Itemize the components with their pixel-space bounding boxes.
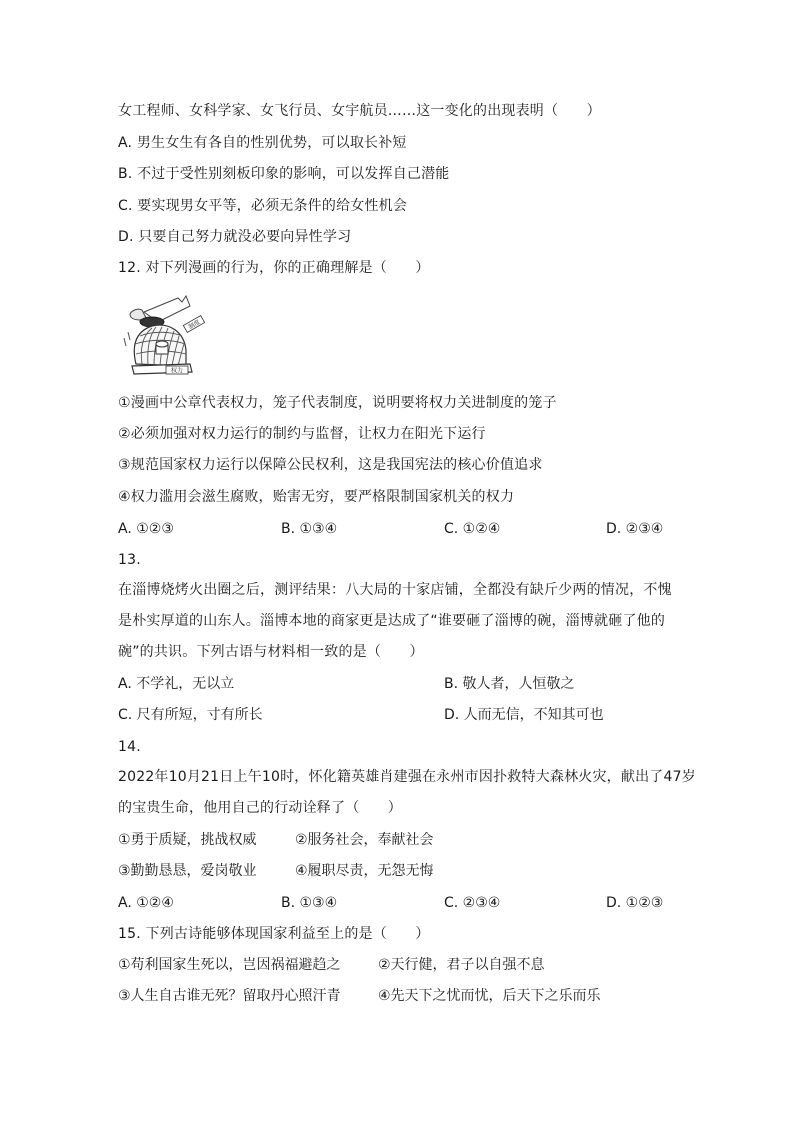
q12-statement-4: ④权力滥用会滋生腐败，贻害无穷，要严格限制国家机关的权力: [118, 489, 515, 505]
q12-statement-3: ③规范国家权力运行以保障公民权利，这是我国宪法的核心价值追求: [118, 457, 543, 473]
q14-statement-3: ③勤勤恳恳，爱岗敬业: [118, 863, 257, 879]
q15-statement-4: ④先天下之忧而忧，后天下之乐而乐: [378, 988, 601, 1004]
q11-option-c: C. 要实现男女平等，必须无条件的给女性机会: [118, 198, 408, 214]
q12-stem: 12. 对下列漫画的行为，你的正确理解是（ ）: [118, 260, 430, 276]
q12-option-d: D. ②③④: [606, 521, 664, 537]
q12-option-b: B. ①③④: [281, 521, 338, 537]
cage-label: 制度: [187, 318, 202, 331]
q13-option-a: A. 不学礼，无以立: [118, 676, 235, 692]
q14-option-a: A. ①②④: [118, 895, 174, 911]
q15-statement-1: ①苟利国家生死以，岂因祸福避趋之: [118, 957, 341, 973]
power-cage-cartoon: [118, 292, 216, 380]
q11-option-a: A. 男生女生有各自的性别优势，可以取长补短: [118, 135, 407, 151]
q14-number: 14.: [118, 739, 141, 755]
q12-statement-1: ①漫画中公章代表权力，笼子代表制度，说明要将权力关进制度的笼子: [118, 395, 557, 411]
q14-statement-4: ④履职尽责，无怨无悔: [295, 863, 434, 879]
q12-option-c: C. ①②④: [444, 521, 501, 537]
q13-stem-line-3: 碗”的共识。下列古语与材料相一致的是（ ）: [118, 644, 424, 660]
q11-option-d: D. 只要自己努力就没必要向异性学习: [118, 229, 352, 245]
q12-statement-2: ②必须加强对权力运行的制约与监督，让权力在阳光下运行: [118, 426, 486, 442]
q13-option-b: B. 敬人者，人恒敬之: [444, 676, 575, 692]
q12-option-a: A. ①②③: [118, 521, 174, 537]
q15-statement-3: ③人生自古谁无死？留取丹心照汗青: [118, 988, 341, 1004]
q11-option-b: B. 不过于受性别刻板印象的影响，可以发挥自己潜能: [118, 166, 450, 182]
q13-stem-line-1: 在淄博烧烤火出圈之后，测评结果：八大局的十家店铺，全都没有缺斤少两的情况，不愧: [118, 582, 672, 598]
q14-option-b: B. ①③④: [281, 895, 338, 911]
q13-stem-line-2: 是朴实厚道的山东人。淄博本地的商家更是达成了“谁要砸了淄博的碗，淄博就砸了他的: [118, 613, 666, 629]
q13-number: 13.: [118, 552, 141, 568]
q14-stem-line-2: 的宝贵生命，他用自己的行动诠释了（ ）: [118, 800, 402, 816]
q13-option-c: C. 尺有所短，寸有所长: [118, 707, 263, 723]
q13-option-d: D. 人而无信，不知其可也: [444, 707, 604, 723]
q14-option-c: C. ②③④: [444, 895, 501, 911]
q14-statement-2: ②服务社会，奉献社会: [295, 832, 434, 848]
q15-statement-2: ②天行健，君子以自强不息: [378, 957, 545, 973]
q11-stem: 女工程师、女科学家、女飞行员、女宇航员……这一变化的出现表明（ ）: [118, 103, 601, 119]
q14-stem-line-1: 2022年10月21日上午10时，怀化籍英雄肖建强在永州市因扑救特大森林火灾，献出了47岁: [118, 769, 696, 785]
q14-option-d: D. ①②③: [606, 895, 664, 911]
cage-base-label: 权力: [170, 367, 184, 375]
q14-statement-1: ①勇于质疑，挑战权威: [118, 832, 257, 848]
q15-stem: 15. 下列古诗能够体现国家利益至上的是（ ）: [118, 926, 430, 942]
